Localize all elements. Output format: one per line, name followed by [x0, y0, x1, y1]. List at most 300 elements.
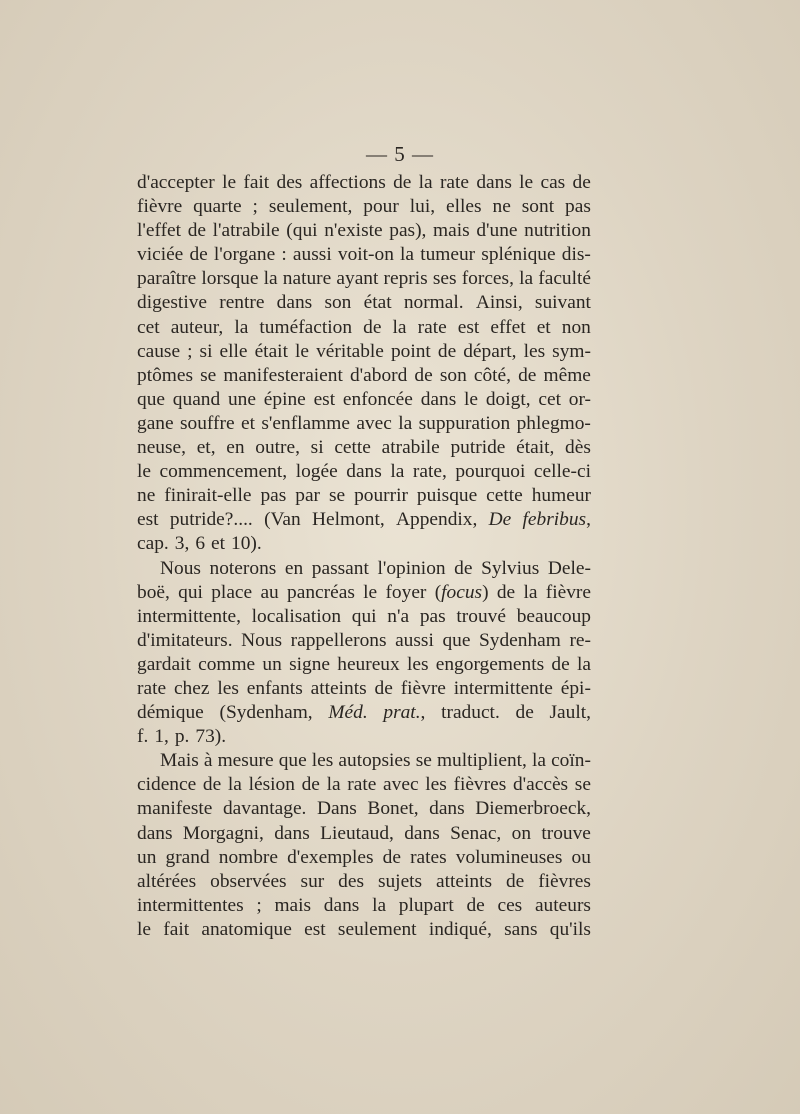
word: 1, — [154, 726, 169, 748]
text-line — [137, 701, 591, 725]
word: des — [338, 870, 365, 892]
word: splénique — [481, 244, 556, 266]
word: engorgements — [435, 653, 545, 675]
word: le — [137, 461, 151, 483]
word: volumineuses — [455, 846, 563, 868]
word: rate — [439, 172, 470, 193]
text-line — [137, 219, 591, 243]
word: la — [392, 316, 407, 338]
word: noterons — [209, 557, 277, 579]
word: prat., — [383, 702, 426, 724]
word: Morgagni, — [182, 822, 264, 844]
text-line — [137, 267, 591, 291]
word: d'accès — [512, 774, 569, 796]
word: un — [137, 846, 157, 868]
word: humeur — [531, 485, 591, 507]
word: de — [393, 172, 412, 193]
word: pas), — [389, 220, 427, 242]
word: s'enflamme — [261, 412, 350, 434]
word: la — [576, 653, 591, 675]
word: nutrition — [524, 220, 591, 242]
text-line — [137, 508, 591, 532]
word: et — [211, 533, 226, 555]
word: dans — [429, 798, 465, 820]
text-line — [137, 653, 591, 677]
text-line — [137, 532, 591, 556]
word: se — [200, 364, 217, 386]
word: dans — [404, 822, 440, 844]
word: trouvé — [456, 605, 506, 627]
word: est — [304, 918, 326, 940]
word: dans — [420, 388, 457, 410]
word: puisque — [416, 485, 478, 507]
word: : — [281, 244, 287, 266]
word: (Van — [264, 509, 301, 531]
word: l'opinion — [377, 557, 446, 579]
word: et — [536, 316, 551, 338]
body-text — [137, 171, 591, 942]
word: de — [505, 870, 525, 892]
word: de — [572, 172, 591, 193]
word: Lieutaud, — [320, 822, 394, 844]
word: doigt, — [485, 388, 531, 410]
word: les — [523, 340, 546, 362]
word: dans — [274, 822, 310, 844]
word: était — [254, 340, 288, 362]
word: Sydenham — [479, 629, 561, 651]
word: état — [363, 292, 392, 314]
word: la — [234, 316, 249, 338]
word: observées — [210, 870, 287, 892]
word: de — [466, 894, 485, 916]
word: était, — [516, 437, 555, 459]
word: avec — [356, 412, 392, 434]
word: pour — [363, 196, 399, 218]
word: lui, — [409, 196, 436, 218]
word: ne — [492, 196, 511, 218]
word: ; — [252, 196, 258, 218]
word: intermittente — [453, 677, 553, 699]
text-line — [137, 918, 591, 942]
word: cap. — [137, 533, 169, 555]
word: de — [301, 774, 320, 796]
word: mais — [433, 220, 470, 242]
word: la — [519, 268, 534, 290]
word: même — [543, 364, 591, 386]
text-line — [137, 773, 591, 797]
word: de — [202, 774, 222, 796]
word: cet — [538, 388, 561, 410]
word: De — [488, 509, 512, 531]
word: dès — [565, 437, 591, 459]
word: Helmont, — [311, 509, 385, 531]
word: Nous — [160, 557, 201, 579]
text-line — [137, 725, 591, 749]
word: le — [222, 172, 237, 193]
word: 10). — [231, 533, 262, 555]
word: voit-on — [337, 244, 394, 266]
word: Jault, — [549, 702, 591, 724]
word: rates — [410, 846, 447, 868]
word: la — [523, 581, 538, 603]
word: (Sydenham, — [219, 702, 313, 724]
word: fait — [163, 918, 190, 940]
word: en — [226, 437, 245, 459]
word: multiplient, — [436, 750, 527, 772]
word: anatomique — [201, 918, 292, 940]
word: la — [390, 461, 405, 483]
word: pas — [260, 485, 287, 507]
text-line — [137, 870, 591, 894]
text-line — [137, 340, 591, 364]
word: Sylvius — [481, 557, 540, 579]
word: on — [511, 822, 532, 844]
word: d'exemples — [287, 846, 374, 868]
word: heureux — [337, 653, 400, 675]
word: ; — [256, 894, 262, 916]
word: place — [211, 581, 253, 603]
word: suivant — [534, 292, 591, 314]
word: manifesteraient — [223, 364, 343, 386]
word: digestive — [137, 292, 208, 314]
word: or- — [568, 388, 591, 410]
word: altérées — [137, 870, 197, 892]
word: dans — [323, 894, 360, 916]
word: Appendix, — [396, 509, 478, 531]
word: de — [496, 581, 516, 603]
word: elle — [219, 340, 248, 362]
word: neuse, — [137, 437, 186, 459]
word: et, — [196, 437, 216, 459]
word: en — [284, 557, 304, 579]
word: mais — [274, 894, 312, 916]
word: la — [263, 268, 278, 290]
word: épi- — [560, 677, 591, 699]
word: pourrir — [354, 485, 408, 507]
word: est — [313, 388, 336, 410]
word: Dele- — [547, 557, 591, 579]
word: une — [227, 388, 256, 410]
word: lésion — [248, 774, 295, 796]
text-line — [137, 605, 591, 629]
word: atteints — [436, 870, 493, 892]
word: de — [515, 702, 534, 724]
word: d'accepter — [137, 172, 215, 193]
word: putride?.... — [169, 509, 253, 531]
word: effet — [490, 316, 526, 338]
word: que — [278, 750, 307, 772]
word: intermittentes — [137, 894, 244, 916]
word: d'imitateurs. — [137, 629, 233, 651]
word: tumeur — [420, 244, 476, 266]
word: se — [415, 750, 432, 772]
word: point — [390, 340, 431, 362]
word: son — [439, 364, 467, 386]
word: se — [574, 774, 591, 796]
text-line — [137, 484, 591, 508]
word: sujets — [377, 870, 423, 892]
text-line — [137, 460, 591, 484]
word: faculté — [538, 268, 591, 290]
word: se — [328, 485, 346, 507]
word: coïn- — [551, 750, 591, 772]
word: cause — [137, 340, 181, 362]
word: febribus, — [522, 509, 591, 531]
word: épine — [263, 388, 306, 410]
word: fièvres — [538, 870, 591, 892]
word: est — [457, 316, 480, 338]
word: Nous — [241, 629, 283, 651]
word: les — [311, 750, 334, 772]
word: localisation — [251, 605, 342, 627]
word: rappellerons — [290, 629, 387, 651]
word: que — [137, 388, 165, 410]
word: véritable — [316, 340, 384, 362]
word: finirait-elle — [164, 485, 252, 507]
word: dans — [137, 822, 173, 844]
text-line — [137, 364, 591, 388]
word: sans — [504, 918, 538, 940]
word: trouve — [541, 822, 591, 844]
word: son — [324, 292, 352, 314]
word: p. — [174, 726, 190, 748]
word: auteurs — [534, 894, 591, 916]
word: dans — [476, 172, 512, 193]
word: (qui — [286, 220, 318, 242]
word: fièvres — [453, 774, 507, 796]
word: rentre — [219, 292, 265, 314]
word: elles — [446, 196, 482, 218]
word: de — [518, 364, 537, 386]
word: Ainsi, — [475, 292, 523, 314]
word: la — [227, 774, 242, 796]
word: affections — [309, 172, 386, 193]
text-line — [137, 195, 591, 219]
word: viciée — [137, 244, 184, 266]
word: l'effet — [137, 220, 182, 242]
text-line — [137, 581, 591, 605]
word: foyer — [385, 581, 427, 603]
word: 3, — [174, 533, 190, 555]
word: repris — [383, 268, 428, 290]
word: de — [187, 220, 206, 242]
word: l'atrabile — [212, 220, 280, 242]
word: Méd. — [328, 702, 368, 724]
word: le — [363, 581, 378, 603]
word: Mais — [160, 750, 199, 772]
word: la — [418, 172, 433, 193]
word: souffre — [180, 412, 235, 434]
word: rate, — [412, 461, 447, 483]
word: pas — [419, 605, 446, 627]
word: cas — [540, 172, 566, 193]
word: dis- — [561, 244, 591, 266]
word: outre, — [255, 437, 300, 459]
word: n'existe — [324, 220, 383, 242]
word: gardait — [137, 653, 191, 675]
word: la — [326, 774, 341, 796]
word: sont — [521, 196, 555, 218]
word: seulement, — [268, 196, 353, 218]
word: fièvre — [400, 677, 446, 699]
word: les — [406, 653, 429, 675]
word: le — [464, 388, 479, 410]
word: les — [425, 774, 447, 796]
word: de — [363, 316, 382, 338]
text-line — [137, 797, 591, 821]
text-line — [137, 846, 591, 870]
word: côté, — [473, 364, 512, 386]
word: dans — [276, 292, 313, 314]
text-line — [137, 316, 591, 340]
word: de — [437, 340, 457, 362]
word: traduct. — [441, 702, 500, 724]
word: Diemerbroeck, — [475, 798, 591, 820]
word: ; — [187, 340, 193, 362]
word: chez — [173, 677, 210, 699]
word: n'a — [387, 605, 410, 627]
word: f. — [137, 726, 149, 748]
word: quarte — [193, 196, 242, 218]
word: la — [400, 244, 415, 266]
word: ne — [137, 485, 156, 507]
text-line — [137, 749, 591, 773]
word: cette — [334, 437, 371, 459]
word: normal. — [403, 292, 464, 314]
word: ayant — [336, 268, 379, 290]
word: re- — [569, 629, 591, 651]
word: rate — [417, 316, 447, 338]
text-line — [137, 291, 591, 315]
word: d'abord — [349, 364, 408, 386]
word: rate — [137, 677, 167, 699]
word: autopsies — [338, 750, 411, 772]
word: nature — [282, 268, 332, 290]
word: tuméfaction — [259, 316, 353, 338]
word: enfoncée — [342, 388, 413, 410]
word: et — [240, 412, 255, 434]
word: paraître — [137, 268, 197, 290]
word: cidence — [137, 774, 197, 796]
word: la — [372, 894, 387, 916]
word: indiqué, — [428, 918, 492, 940]
word: seulement — [337, 918, 417, 940]
word: ses — [432, 268, 457, 290]
word: au — [260, 581, 279, 603]
word: de — [551, 653, 570, 675]
word: passant — [311, 557, 369, 579]
text-line — [137, 894, 591, 918]
word: signe — [289, 653, 330, 675]
word: avec — [383, 774, 419, 796]
word: 6 — [195, 533, 206, 555]
word: mesure — [217, 750, 274, 772]
word: (focus) — [434, 581, 489, 603]
word: que — [442, 629, 471, 651]
word: beaucoup — [516, 605, 591, 627]
word: aussi — [395, 629, 434, 651]
word: pourquoi — [455, 461, 526, 483]
word: grand — [165, 846, 210, 868]
word: celle-ci — [533, 461, 591, 483]
word: pancréas — [287, 581, 355, 603]
word: comme — [198, 653, 256, 675]
text-line — [137, 243, 591, 267]
word: sur — [300, 870, 325, 892]
word: fièvre — [137, 196, 183, 218]
word: est — [137, 509, 159, 531]
word: un — [262, 653, 282, 675]
word: les — [217, 677, 239, 699]
word: rate — [347, 774, 377, 796]
word: phlegmo- — [516, 412, 591, 434]
word: si — [199, 340, 213, 362]
word: de — [189, 244, 208, 266]
word: commencement, — [159, 461, 288, 483]
text-line — [137, 822, 591, 846]
word: le — [295, 340, 310, 362]
word: à — [203, 750, 213, 772]
word: si — [310, 437, 324, 459]
word: suppuration — [418, 412, 511, 434]
word: Dans — [316, 798, 357, 820]
text-line — [137, 388, 591, 412]
word: atrabile — [381, 437, 440, 459]
word: non — [561, 316, 591, 338]
word: 73). — [195, 726, 227, 748]
word: nombre — [218, 846, 278, 868]
word: le — [519, 172, 534, 193]
word: le — [137, 918, 151, 940]
word: d'une — [476, 220, 518, 242]
word: de — [382, 846, 401, 868]
word: l'organe — [213, 244, 276, 266]
word: qui — [178, 581, 203, 603]
word: la — [531, 750, 546, 772]
word: boë, — [137, 581, 170, 603]
word: Senac, — [450, 822, 502, 844]
word: plupart — [398, 894, 454, 916]
word: ces — [497, 894, 523, 916]
word: qui — [351, 605, 377, 627]
word: ou — [571, 846, 591, 868]
word: fait — [243, 172, 270, 193]
word: la — [398, 412, 413, 434]
text-line — [137, 629, 591, 653]
word: atteints — [310, 677, 367, 699]
word: ptômes — [137, 364, 194, 386]
word: pas — [565, 196, 591, 218]
word: de — [414, 364, 433, 386]
word: logée — [295, 461, 338, 483]
word: forces, — [461, 268, 514, 290]
word: des — [276, 172, 303, 193]
word: putride — [450, 437, 506, 459]
text-line — [137, 557, 591, 581]
word: démique — [137, 702, 204, 724]
word: de — [374, 677, 393, 699]
word: lorsque — [201, 268, 259, 290]
word: auteur, — [170, 316, 224, 338]
word: davantage. — [222, 798, 307, 820]
page-number: — 5 — — [366, 142, 434, 166]
word: cette — [486, 485, 523, 507]
word: manifeste — [137, 798, 213, 820]
word: enfants — [246, 677, 303, 699]
word: fièvre — [545, 581, 591, 603]
word: cet — [137, 316, 160, 338]
word: de — [454, 557, 473, 579]
